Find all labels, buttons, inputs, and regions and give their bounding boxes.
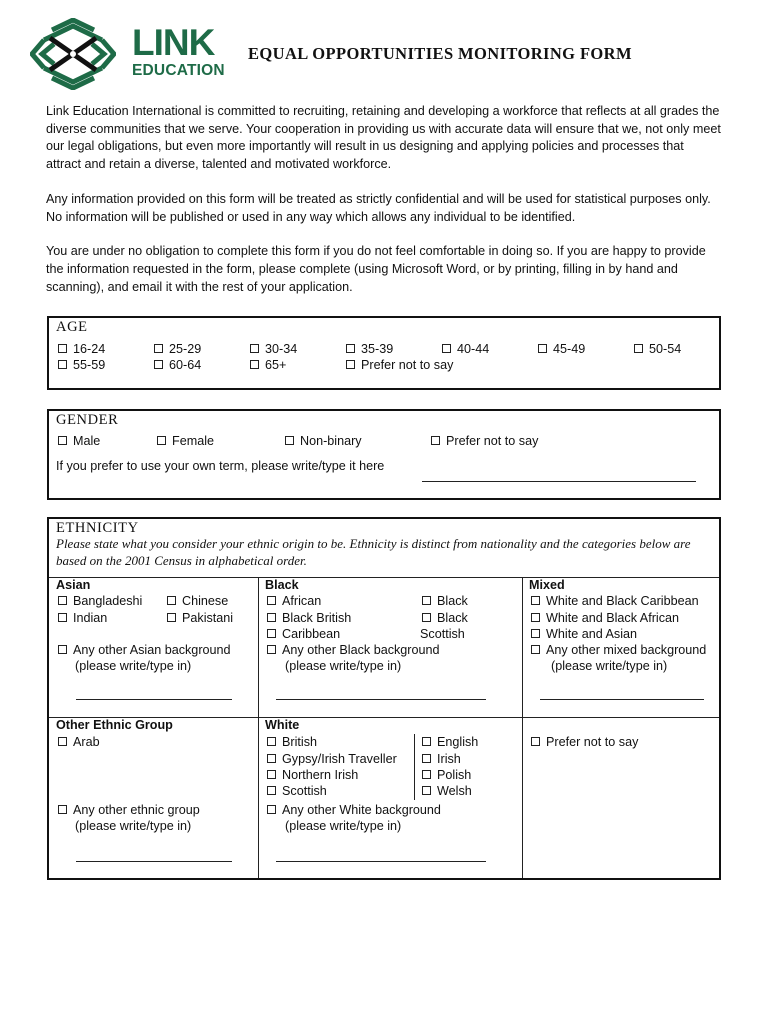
checkbox-icon[interactable] [422,613,431,622]
white-option-british[interactable]: British [267,735,317,749]
checkbox-icon[interactable] [422,737,431,746]
black-option-other[interactable]: Any other Black background [267,643,440,657]
checkbox-icon[interactable] [422,770,431,779]
checkbox-icon[interactable] [58,436,67,445]
age-option-40-44[interactable]: 40-44 [442,342,489,356]
checkbox-icon[interactable] [267,629,276,638]
checkbox-icon[interactable] [267,645,276,654]
white-option-other[interactable]: Any other White background [267,803,441,817]
asian-option-pakistani[interactable]: Pakistani [167,611,233,625]
checkbox-icon[interactable] [538,344,547,353]
checkbox-icon[interactable] [58,805,67,814]
white-option-gypsy-irish-traveller[interactable]: Gypsy/Irish Traveller [267,752,397,766]
age-option-55-59[interactable]: 55-59 [58,358,105,372]
checkbox-icon[interactable] [285,436,294,445]
checkbox-icon[interactable] [58,596,67,605]
checkbox-icon[interactable] [250,360,259,369]
asian-option-indian[interactable]: Indian [58,611,107,625]
other-ethnic-heading: Other Ethnic Group [56,718,173,732]
checkbox-icon[interactable] [531,645,540,654]
other-option-any-other[interactable]: Any other ethnic group [58,803,200,817]
age-option-30-34[interactable]: 30-34 [250,342,297,356]
checkbox-icon[interactable] [267,786,276,795]
white-option-welsh[interactable]: Welsh [422,784,472,798]
ethnicity-grid-col-divider-1 [258,577,259,878]
checkbox-icon[interactable] [58,613,67,622]
asian-option-other[interactable]: Any other Asian background [58,643,231,657]
gender-own-term-input-line[interactable] [422,481,696,482]
logo-word-link: LINK [132,22,215,63]
age-option-45-49[interactable]: 45-49 [538,342,585,356]
white-option-english[interactable]: English [422,735,478,749]
black-other-input-line[interactable] [276,699,486,700]
age-option-prefer-not-to-say[interactable]: Prefer not to say [346,358,453,372]
checkbox-icon[interactable] [58,737,67,746]
intro-paragraph-confidential: Any information provided on this form will be treated as strictly confidential and will be used for statistical purposes only. No information will be published or used in any way which allows any individual to be identified. [46,191,711,224]
white-sub-divider [414,734,415,800]
age-section [47,316,721,390]
checkbox-icon[interactable] [267,737,276,746]
checkbox-icon[interactable] [267,754,276,763]
gender-own-term-label: If you prefer to use your own term, please write/type it here [56,459,385,473]
age-option-16-24[interactable]: 16-24 [58,342,105,356]
black-other-hint: (please write/type in) [285,659,402,673]
checkbox-icon[interactable] [167,596,176,605]
mixed-option-other[interactable]: Any other mixed background [531,643,706,657]
gender-option-female[interactable]: Female [157,434,214,448]
checkbox-icon[interactable] [431,436,440,445]
checkbox-icon[interactable] [531,629,540,638]
link-education-logo [30,18,230,90]
intro-paragraph-obligation: You are under no obligation to complete this form if you do not feel comfortable in doing so. If you are happy to provide the information requested in the form, please complete (using Microsoft Word, or by printing, filling in by hand and scanning), and email it with the rest of your application. [46,244,706,294]
checkbox-icon[interactable] [346,344,355,353]
white-option-scottish[interactable]: Scottish [267,784,327,798]
gender-title: GENDER [56,412,119,428]
black-option-black-scottish[interactable]: Black [422,611,468,625]
mixed-heading: Mixed [529,578,565,592]
white-option-irish[interactable]: Irish [422,752,461,766]
age-option-60-64[interactable]: 60-64 [154,358,201,372]
ethnicity-grid-col-divider-2 [522,577,523,878]
form-title: EQUAL OPPORTUNITIES MONITORING FORM [248,44,632,63]
black-option-black[interactable]: Black [422,594,468,608]
checkbox-icon[interactable] [154,344,163,353]
white-heading: White [265,718,300,732]
checkbox-icon[interactable] [422,786,431,795]
other-other-hint: (please write/type in) [75,819,192,833]
other-other-input-line[interactable] [76,861,232,862]
mixed-option-white-asian[interactable]: White and Asian [531,627,637,641]
gender-option-prefer-not-to-say[interactable]: Prefer not to say [431,434,538,448]
asian-other-input-line[interactable] [76,699,232,700]
checkbox-icon[interactable] [58,360,67,369]
checkbox-icon[interactable] [58,344,67,353]
checkbox-icon[interactable] [531,613,540,622]
ethnicity-option-prefer-not-to-say[interactable]: Prefer not to say [531,735,638,749]
black-option-african[interactable]: African [267,594,321,608]
checkbox-icon[interactable] [267,596,276,605]
checkbox-icon[interactable] [154,360,163,369]
checkbox-icon[interactable] [267,805,276,814]
link-logo-icon [30,18,116,90]
checkbox-icon[interactable] [634,344,643,353]
ethnicity-section [47,517,721,880]
white-option-northern-irish[interactable]: Northern Irish [267,768,358,782]
black-option-caribbean[interactable]: Caribbean [267,627,340,641]
ethnicity-title: ETHNICITY [56,520,139,536]
mixed-other-hint: (please write/type in) [551,659,668,673]
intro-paragraph-commitment: Link Education International is committed to recruiting, retaining and developing a workforce that reflects at all grades the diverse communities that we serve. Your cooperation in providing us with accurate data will ensure that we, not only meet our legal obligations, but even more importantly will result in us designing and applying policies and processes that attract and retain a diverse, talented and motivated workforce. [46,104,721,172]
black-option-scottish-label: Scottish [420,627,465,641]
black-option-black-british[interactable]: Black British [267,611,351,625]
asian-heading: Asian [56,578,91,592]
mixed-option-white-black-african[interactable]: White and Black African [531,611,679,625]
age-option-35-39[interactable]: 35-39 [346,342,393,356]
asian-option-chinese[interactable]: Chinese [167,594,228,608]
other-option-arab[interactable]: Arab [58,735,100,749]
checkbox-icon[interactable] [267,770,276,779]
ethnicity-grid-top-line [49,577,719,578]
age-title: AGE [56,319,88,335]
checkbox-icon[interactable] [167,613,176,622]
white-other-hint: (please write/type in) [285,819,402,833]
checkbox-icon[interactable] [250,344,259,353]
age-option-25-29[interactable]: 25-29 [154,342,201,356]
checkbox-icon[interactable] [58,645,67,654]
checkbox-icon[interactable] [531,596,540,605]
gender-option-male[interactable]: Male [58,434,100,448]
age-option-50-54[interactable]: 50-54 [634,342,681,356]
checkbox-icon[interactable] [267,613,276,622]
logo-wordmark [132,24,225,79]
white-option-polish[interactable]: Polish [422,768,471,782]
checkbox-icon[interactable] [442,344,451,353]
checkbox-icon[interactable] [422,596,431,605]
gender-option-non-binary[interactable]: Non-binary [285,434,362,448]
asian-other-hint: (please write/type in) [75,659,192,673]
checkbox-icon[interactable] [531,737,540,746]
checkbox-icon[interactable] [422,754,431,763]
checkbox-icon[interactable] [346,360,355,369]
checkbox-icon[interactable] [157,436,166,445]
gender-section [47,409,721,500]
mixed-option-white-black-caribbean[interactable]: White and Black Caribbean [531,594,699,608]
mixed-other-input-line[interactable] [540,699,704,700]
age-option-65-plus[interactable]: 65+ [250,358,286,372]
black-heading: Black [265,578,299,592]
intro-text [46,103,722,313]
logo-word-education: EDUCATION [132,62,225,79]
ethnicity-description: Please state what you consider your ethnic origin to be. Ethnicity is distinct from nationality and the categories below are based on the 2001 Census in alphabetical order. [56,536,691,568]
white-other-input-line[interactable] [276,861,486,862]
asian-option-bangladeshi[interactable]: Bangladeshi [58,594,142,608]
